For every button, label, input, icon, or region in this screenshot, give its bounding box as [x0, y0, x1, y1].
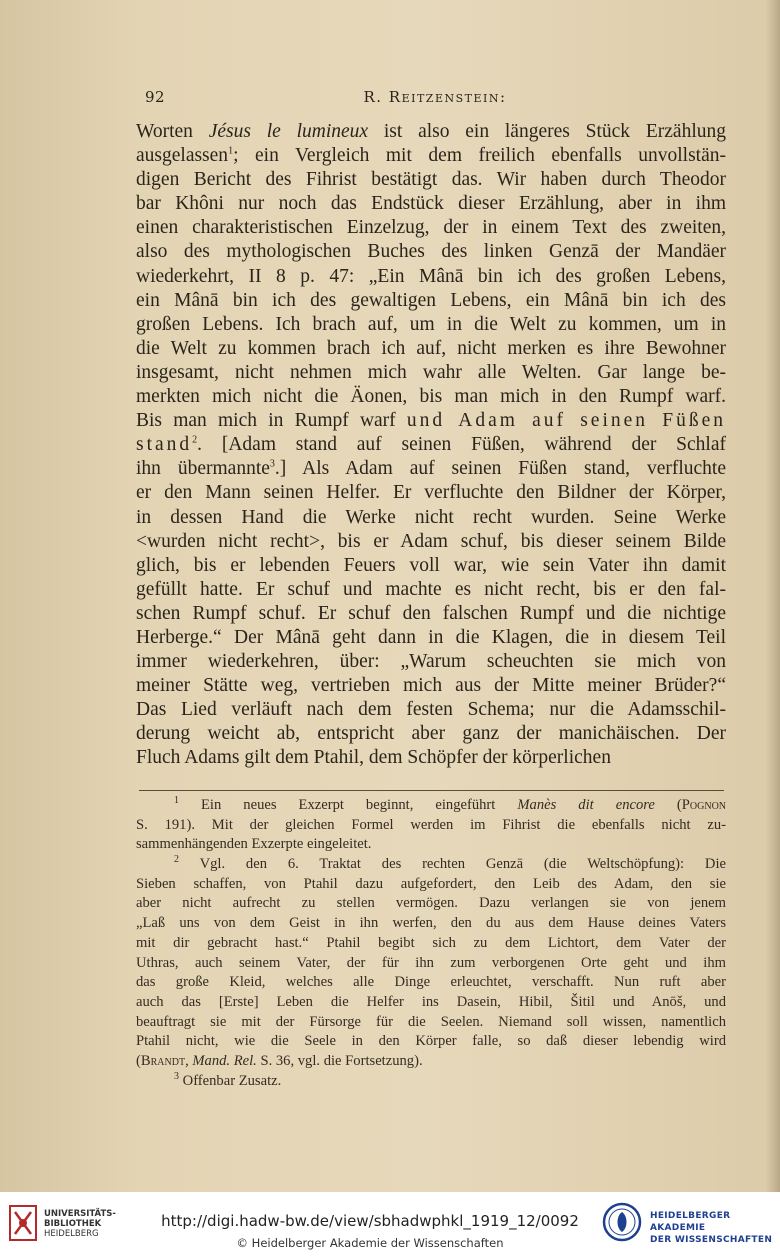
text-line [136, 554, 726, 578]
permalink-url[interactable]: http://digi.hadw-bw.de/view/sbhadwphkl_1919_12/0092 [161, 1212, 579, 1230]
text-line [136, 457, 726, 481]
text-run: Herberge.“ Der Mânā geht dann in die Klagen, die in diesem Teil [136, 626, 726, 648]
text-line [136, 481, 726, 505]
footnote-marker: 3 [174, 1070, 179, 1082]
university-library-logo-icon [8, 1204, 38, 1242]
text-run: „Laß uns von dem Geist in ihn werfen, den du aus dem Hause deines Vaters [136, 915, 726, 932]
footnote-marker: 3 [269, 458, 275, 470]
library-name: UNIVERSITÄTS- BIBLIOTHEK HEIDELBERG [44, 1209, 116, 1239]
text-line [136, 265, 726, 289]
text-line [136, 746, 726, 770]
text-line [136, 650, 726, 674]
footnote-line [136, 796, 726, 816]
text-run: .] Als Adam auf seinen Füßen stand, verfluchte [274, 458, 726, 480]
text-run: Ptahil nicht, wie die Seele in den Körper falle, so daß dieser lebendig wird [136, 1033, 726, 1050]
text-line [136, 409, 726, 433]
text-line [136, 578, 726, 602]
footnote-marker: 1 [174, 795, 179, 807]
text-run: aber nicht aufrecht zu stellen vermögen. Dazu verlangen sie von jenem [136, 895, 726, 912]
footnote-line [136, 1052, 726, 1072]
text-line [136, 361, 726, 385]
text-run: Mand. Rel. [192, 1052, 257, 1069]
text-line [136, 674, 726, 698]
text-run: er den Mann seinen Helfer. Er verfluchte den Bildner der Körper, [136, 482, 726, 504]
text-run: Uthras, auch seinem Vater, der für ihn zum verborgenen Orte geht und ihm [136, 954, 726, 971]
text-run: Jésus le lumineux [208, 121, 369, 142]
text-line [136, 506, 726, 530]
text-line [136, 192, 726, 216]
text-run: Pognon [681, 797, 727, 813]
running-head [145, 88, 725, 110]
copyright-notice: © Heidelberger Akademie der Wissenschaften [236, 1236, 504, 1250]
text-run: Bis man mich in Rumpf warf [136, 410, 407, 432]
text-run: die Welt zu kommen brach ich auf, nicht merken es ihre Bewohner [136, 337, 726, 359]
text-run: . [Adam stand auf seinen Füßen, während der Schlaf [197, 434, 726, 456]
text-run: , [185, 1052, 193, 1069]
text-run: digen Bericht des Fihrist bestätigt das. Wir haben durch Theodor [136, 169, 726, 191]
footnote-line [136, 973, 726, 993]
text-run: insgesamt, nicht nehmen mich wahr alle Welten. Gar lange be- [136, 361, 726, 383]
text-run: Manès dit encore [517, 797, 655, 813]
text-line [136, 698, 726, 722]
footnote-line [136, 1072, 726, 1092]
text-run: auch das [Erste] Leben die Helfer ins Dasein, Hibil, Šitil und Anōš, und [136, 993, 726, 1010]
text-run: <wurden nicht recht>, bis er Adam schuf, bis dieser seinem Bilde [136, 530, 726, 552]
text-line [136, 313, 726, 337]
footnote-line [136, 894, 726, 914]
text-line [136, 385, 726, 409]
text-run: ist also ein längeres Stück Erzählung [368, 121, 726, 142]
text-run: meiner Stätte weg, vertrieben mich aus der Mitte meiner Brüder?“ [136, 675, 726, 697]
text-run: einen charakteristischen Einzelzug, der in einem Text des zweiten, [136, 217, 726, 239]
text-run: ; ein Vergleich mit dem freilich ebenfalls unvollstän- [233, 145, 726, 167]
page-number: 92 [145, 88, 166, 106]
text-run: Offenbar Zusatz. [179, 1072, 282, 1089]
text-run: also des mythologischen Buches des linken Genzā der Mandäer [136, 241, 726, 263]
academy-seal-icon [602, 1202, 642, 1242]
text-run: ( [654, 797, 682, 813]
text-line [136, 530, 726, 554]
running-title: R. Reitzenstein: [363, 88, 507, 106]
text-line [136, 168, 726, 192]
text-run: Das Lied verläuft nach dem festen Schema; nur die Adamsschil- [136, 699, 726, 721]
footnote-line [136, 954, 726, 974]
footnote-line [136, 934, 726, 954]
footnote-line [136, 993, 726, 1013]
text-run: Ein neues Exzerpt beginnt, eingeführt [179, 797, 518, 813]
footnote-line [136, 1013, 726, 1033]
text-run: ihn übermannte [136, 458, 270, 480]
text-run: schen Rumpf schuf. Er schuf den falschen Rumpf und die nichtige [136, 602, 726, 624]
text-run: S. 36, vgl. die Fortsetzung). [256, 1052, 423, 1069]
text-run: S. 191). Mit der gleichen Formel werden im Fihrist die ebenfalls nicht zu- [136, 816, 726, 833]
text-line [136, 144, 726, 168]
text-run: mit dir gebracht hast.“ Ptahil begibt sich zu dem Lichtort, dem Vater der [136, 934, 726, 951]
text-run: in dessen Hand die Werke nicht recht wurden. Seine Werke [136, 506, 726, 528]
text-line [136, 120, 726, 144]
text-line [136, 602, 726, 626]
text-run: und Adam auf seinen Füßen [406, 410, 726, 432]
text-run: gefüllt hatte. Er schuf und machte es nicht recht, bis er den fal- [136, 578, 726, 600]
text-run: Worten [136, 121, 209, 142]
text-run: Fluch Adams gilt dem Ptahil, dem Schöpfer der körperlichen [136, 747, 611, 769]
text-line [136, 433, 726, 457]
text-line [136, 289, 726, 313]
footnote-line [136, 875, 726, 895]
footnote-line [136, 835, 726, 855]
text-run: das große Kleid, welches alle Dinge erleuchtet, verschafft. Nun ruft aber [136, 974, 726, 991]
text-run: ( [136, 1052, 141, 1069]
text-run: bar Khôni nur noch das Endstück dieser Erzählung, aber in ihm [136, 193, 726, 215]
text-line [136, 240, 726, 264]
text-run: Brandt [140, 1052, 186, 1069]
footnote-line [136, 816, 726, 836]
viewer-footer [0, 1192, 780, 1257]
text-run: beauftragt sie mit der Fürsorge für die Seelen. Niemand soll wissen, namentlich [136, 1013, 726, 1030]
text-run: immer wiederkehren, über: „Warum scheuchten sie mich von [136, 651, 726, 673]
footnote-line [136, 855, 726, 875]
text-run: wiederkehrt, II 8 p. 47: „Ein Mânā bin ich des großen Lebens, [136, 265, 726, 287]
body-text [136, 120, 726, 771]
footnote-divider [139, 790, 724, 791]
text-run: derung weicht ab, entspricht aber ganz der manichäischen. Der [136, 723, 726, 745]
footnotes [136, 796, 726, 1091]
text-line [136, 626, 726, 650]
text-run: ein Mânā bin ich des gewaltigen Lebens, ein Mânā bin ich des [136, 289, 726, 311]
text-run: merkten mich nicht die Äonen, bis man mich in den Rumpf warf. [136, 386, 726, 408]
academy-name: HEIDELBERGER AKADEMIE DER WISSENSCHAFTEN [650, 1211, 773, 1245]
footnote-marker: 2 [192, 434, 198, 446]
footnote-marker: 2 [174, 854, 179, 866]
text-run: stand [136, 434, 193, 456]
footnote-marker: 1 [228, 145, 234, 157]
text-line [136, 216, 726, 240]
text-run: großen Lebens. Ich brach auf, um in die Welt zu kommen, um in [136, 313, 726, 335]
text-run: Vgl. den 6. Traktat des rechten Genzā (die Weltschöpfung): Die [179, 856, 726, 873]
text-run: glich, bis er lebenden Feuers voll war, wie sein Vater ihn damit [136, 554, 726, 576]
text-run: Sieben schaffen, von Ptahil dazu aufgefordert, den Leib des Adam, den sie [136, 875, 726, 892]
footnote-line [136, 914, 726, 934]
text-line [136, 337, 726, 361]
text-run: ausgelassen [136, 145, 229, 167]
footnote-line [136, 1032, 726, 1052]
text-line [136, 722, 726, 746]
text-run: sammenhängenden Exzerpte eingeleitet. [136, 836, 372, 853]
